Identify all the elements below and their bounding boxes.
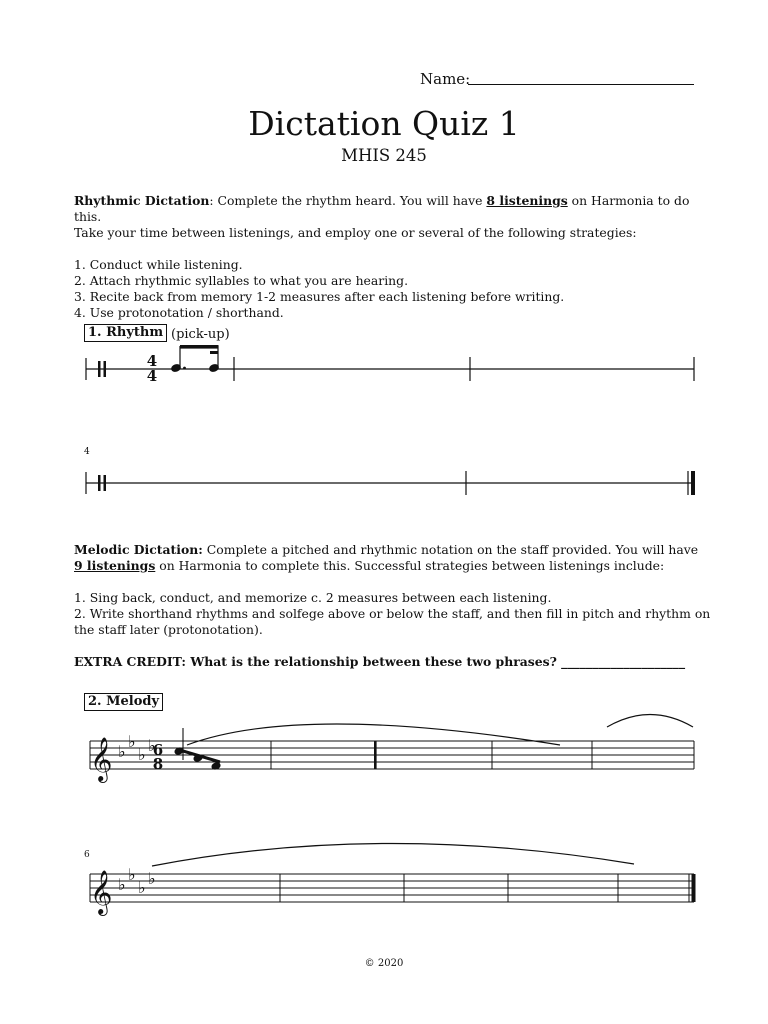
rhythmic-strategy: 3. Recite back from memory 1-2 measures after each listening before writing. <box>74 289 565 304</box>
final-barline <box>692 874 696 902</box>
time-signature <box>147 352 157 385</box>
time-sig-bottom: 4 <box>146 367 158 385</box>
melody-exercise-label: 2. Melody <box>84 693 163 711</box>
rhythm-staff-2 <box>86 471 694 495</box>
phrase-slur <box>152 843 634 866</box>
melody-beam <box>183 751 220 762</box>
page-title: Dictation Quiz 1 <box>248 104 520 143</box>
time-sig-top: 4 <box>146 352 158 370</box>
svg-text:♭: ♭ <box>138 878 146 897</box>
time-sig-top: 6 <box>152 741 164 759</box>
time-sig-bottom: 8 <box>152 755 164 773</box>
melodic-heading: Melodic Dictation: <box>74 542 203 557</box>
melodic-intro-a: Complete a pitched and rhythmic notation on the staff provided. You will have <box>202 542 699 557</box>
extra-credit-question: EXTRA CREDIT: What is the relationship between these two phrases? ____________________ <box>74 654 686 669</box>
melodic-strategy: 2. Write shorthand rhythms and solfege above or below the staff, and then fill in pitch and rhythm on <box>74 606 711 621</box>
melody-pickup-notes <box>174 728 221 770</box>
melodic-strategy: the staff later (protonotation). <box>74 622 263 637</box>
melodic-listenings: 9 listenings <box>74 558 156 573</box>
rhythmic-intro-b: on Harmonia to do this. <box>74 193 690 224</box>
melody-staff-2 <box>90 874 694 902</box>
pickup-label: (pick-up) <box>171 327 230 342</box>
treble-clef-icon: 𝄞 <box>90 870 113 914</box>
section-barline <box>374 741 377 769</box>
rhythmic-strategy: 2. Attach rhythmic syllables to what you are hearing. <box>74 273 409 288</box>
svg-text:♭: ♭ <box>148 869 156 888</box>
rhythmic-strategy: 4. Use protonotation / shorthand. <box>74 305 284 320</box>
svg-text:♭: ♭ <box>148 736 156 755</box>
measure-number: 4 <box>84 447 90 457</box>
phrase-slur <box>187 724 560 745</box>
rhythmic-intro-a: : Complete the rhythm heard. You will have <box>209 193 487 208</box>
course-code: MHIS 245 <box>341 146 427 165</box>
rhythm-exercise-label: 1. Rhythm <box>84 324 167 342</box>
melodic-intro-b: on Harmonia to complete this. Successful strategies between listenings include: <box>155 558 665 573</box>
svg-text:♭: ♭ <box>138 745 146 764</box>
time-signature <box>153 741 163 773</box>
name-label: Name: <box>420 70 471 88</box>
treble-clef-icon: 𝄞 <box>90 737 113 781</box>
measure-number: 6 <box>84 850 90 860</box>
copyright: © 2020 <box>364 958 404 969</box>
final-barline <box>691 471 695 495</box>
svg-text:♭: ♭ <box>118 742 126 761</box>
melodic-strategy: 1. Sing back, conduct, and memorize c. 2 measures between each listening. <box>74 590 552 605</box>
svg-text:♭: ♭ <box>118 875 126 894</box>
svg-text:♭: ♭ <box>128 732 136 751</box>
melody-staff-1 <box>90 741 694 769</box>
svg-text:♭: ♭ <box>128 865 136 884</box>
rhythmic-intro-c: Take your time between listenings, and employ one or several of the following strategies: <box>74 225 637 240</box>
rhythmic-heading: Rhythmic Dictation <box>74 193 210 208</box>
rhythmic-listenings: 8 listenings <box>486 193 568 208</box>
phrase-slur <box>607 715 693 728</box>
rhythmic-strategy: 1. Conduct while listening. <box>74 257 243 272</box>
